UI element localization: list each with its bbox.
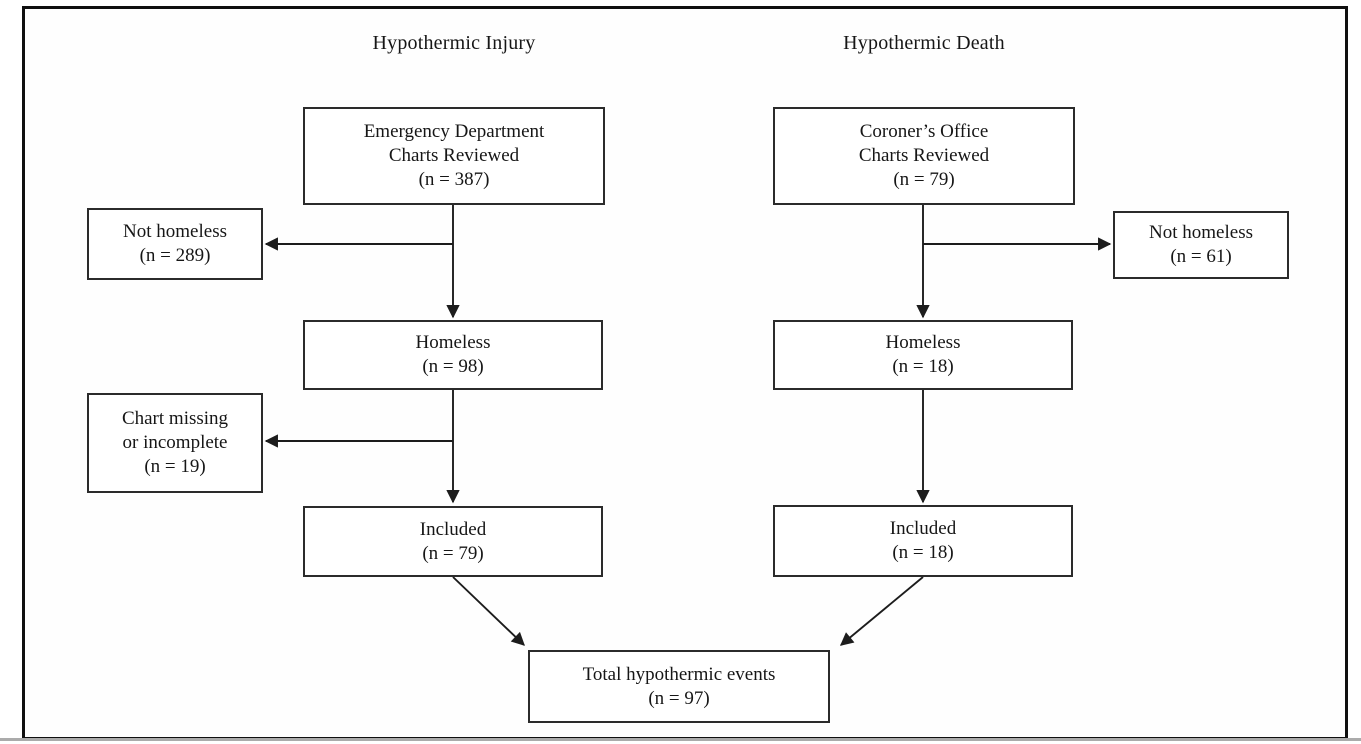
box-line: Included (419, 518, 487, 540)
box-line: (n = 289) (139, 245, 211, 266)
box-line: Homeless (885, 332, 961, 353)
box-line: Homeless (415, 332, 491, 353)
box-line: Not homeless (123, 221, 227, 242)
box-homeless-left (303, 320, 603, 390)
box-line: Emergency Department (363, 121, 545, 142)
column-header-hypothermic-death: Hypothermic Death (843, 32, 1005, 54)
box-line: (n = 97) (648, 687, 710, 709)
box-not-homeless-left (87, 208, 263, 280)
box-line: (n = 19) (144, 456, 206, 477)
box-included-right (773, 505, 1073, 577)
box-line: Total hypothermic events (582, 663, 776, 685)
box-line: (n = 387) (418, 169, 490, 190)
box-coroners-office-charts-reviewed (773, 107, 1075, 205)
box-line: (n = 18) (892, 356, 954, 377)
box-line: (n = 18) (892, 542, 954, 563)
box-line: Charts Reviewed (858, 145, 990, 166)
box-line: (n = 98) (422, 356, 484, 377)
box-total-hypothermic-events (528, 650, 830, 723)
box-chart-missing-or-incomplete (87, 393, 263, 493)
box-line: Included (889, 518, 957, 539)
figure-frame (22, 6, 1348, 740)
box-line: (n = 61) (1170, 246, 1232, 267)
box-included-left (303, 506, 603, 577)
column-header-hypothermic-injury: Hypothermic Injury (372, 32, 536, 54)
box-line: (n = 79) (893, 169, 955, 190)
box-line: Not homeless (1149, 222, 1253, 243)
bottom-divider (0, 738, 1361, 741)
box-homeless-right (773, 320, 1073, 390)
box-line: (n = 79) (422, 542, 484, 564)
box-line: Chart missing (121, 408, 229, 429)
box-not-homeless-right (1113, 211, 1289, 279)
box-line: Charts Reviewed (388, 145, 520, 166)
box-line: or incomplete (122, 432, 228, 453)
box-line: Coroner’s Office (859, 121, 989, 142)
box-emergency-department-charts-reviewed (303, 107, 605, 205)
